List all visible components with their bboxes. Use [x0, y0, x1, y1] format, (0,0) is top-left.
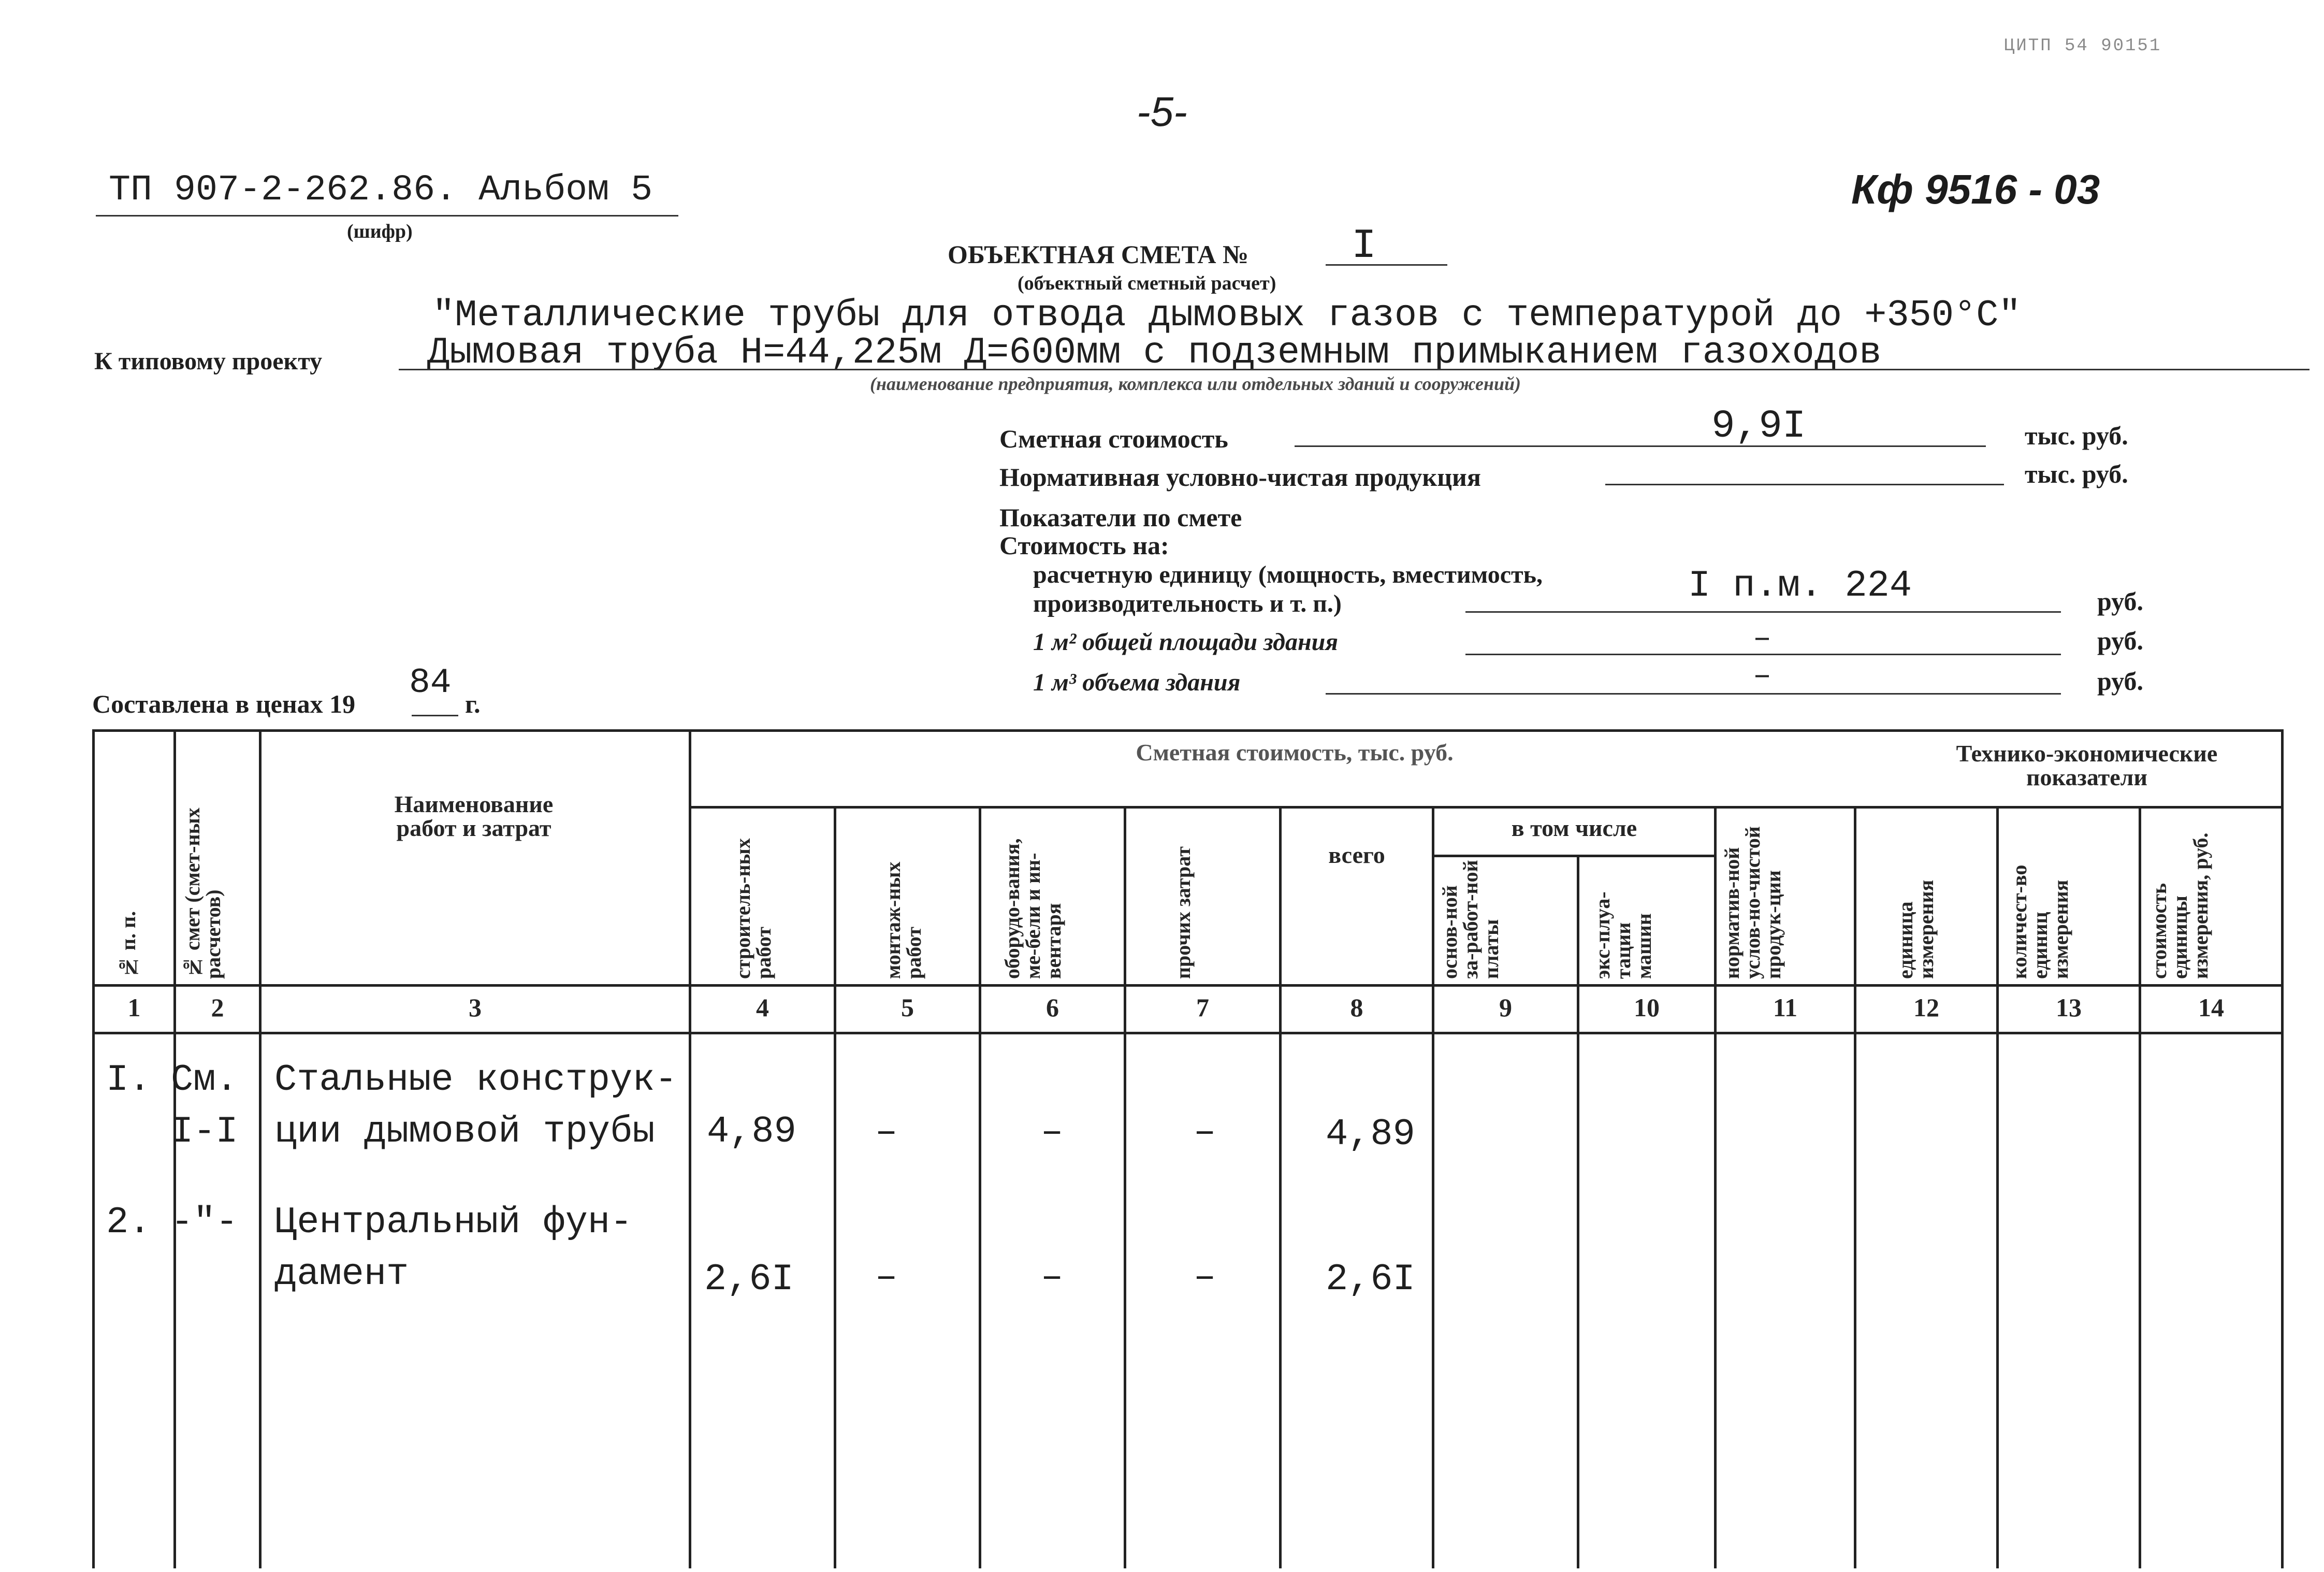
col-number-1: 1	[127, 993, 141, 1022]
col-line-13	[2139, 806, 2141, 1568]
col-number-5: 5	[901, 993, 914, 1022]
smeta-subtitle: (объектный сметный расчет)	[1018, 272, 1276, 294]
col-line-6	[1124, 806, 1126, 1568]
col-header-9: основ-ной за-работ-ной платы	[1438, 860, 1503, 979]
row-equipment-cost: –	[1041, 1256, 1064, 1299]
normative-label: Нормативная условно-чистая продукция	[999, 463, 1481, 492]
row-other-cost: –	[1194, 1256, 1216, 1299]
col-line-3	[689, 729, 691, 1568]
project-label: К типовому проекту	[94, 348, 323, 375]
code-stamp: ЦИТП 54 90151	[2004, 36, 2162, 56]
row-equipment-cost: –	[1041, 1111, 1064, 1153]
prices-year-underline	[412, 715, 458, 716]
col-number-13: 13	[2056, 993, 2082, 1022]
col-number-7: 7	[1196, 993, 1209, 1022]
row-smeta-ref-2: I-I	[171, 1111, 238, 1153]
row-construction-cost: 4,89	[707, 1111, 796, 1153]
col-line-11	[1854, 806, 1856, 1568]
col-number-4: 4	[756, 993, 769, 1022]
volume-line	[1326, 693, 2061, 695]
estimated-cost-label: Сметная стоимость	[999, 424, 1228, 453]
numbers-bottom-line	[92, 1032, 2283, 1034]
volume-value: –	[1753, 659, 1772, 694]
album-code: ТП 907-2-262.86. Альбом 5	[109, 170, 653, 211]
smeta-number-underline	[1326, 264, 1447, 266]
in-total-header: в том числе	[1511, 815, 1637, 841]
prices-label: Составлена в ценах 19	[92, 689, 356, 718]
row-construction-cost: 2,6I	[704, 1258, 794, 1301]
calc-unit-unit: руб.	[2097, 587, 2143, 616]
row-smeta-ref: См.	[171, 1059, 238, 1101]
calc-unit-line	[1465, 611, 2061, 613]
row-mounting-cost: –	[875, 1111, 898, 1153]
project-line-2: Дымовая труба Н=44,225м Д=600мм с подземным примыканием газоходов	[427, 331, 1882, 374]
col-header-2: № смет (смет-ных расчетов)	[181, 807, 225, 979]
col-line-2	[259, 729, 262, 1568]
col-header-7: прочих затрат	[1171, 846, 1195, 979]
col-line-12	[1996, 806, 1999, 1568]
row-other-cost: –	[1194, 1111, 1216, 1153]
in-total-line	[1432, 855, 1714, 857]
group-header-cost: Сметная стоимость, тыс. руб.	[1136, 739, 1454, 766]
subheader-line	[689, 806, 2283, 809]
col-line-10	[1714, 806, 1717, 1568]
col-line-5	[979, 806, 981, 1568]
estimated-cost-line	[1295, 445, 1986, 447]
col-number-8: 8	[1350, 993, 1363, 1022]
col-header-13: количест-во единиц измерения	[2008, 864, 2072, 979]
album-underline	[96, 215, 678, 217]
row-smeta-ref: -"-	[171, 1201, 238, 1244]
col-number-3: 3	[469, 993, 482, 1022]
volume-label: 1 м³ объема здания	[1033, 669, 1241, 696]
smeta-title: ОБЪЕКТНАЯ СМЕТА №	[948, 240, 1249, 269]
row-name-2: ции дымовой трубы	[274, 1111, 655, 1153]
indicators-label: Показатели по смете	[999, 503, 1242, 532]
cipher-caption: (шифр)	[347, 221, 413, 242]
col-line-9	[1577, 855, 1579, 1568]
row-total-cost: 2,6I	[1326, 1258, 1415, 1301]
volume-unit: руб.	[2097, 667, 2143, 696]
estimated-cost-unit: тыс. руб.	[2025, 421, 2128, 450]
area-line	[1465, 654, 2061, 655]
col-number-2: 2	[211, 993, 224, 1022]
cost-for-label: Стоимость на:	[999, 531, 1169, 560]
col-line-4	[834, 806, 836, 1568]
col-number-14: 14	[2198, 993, 2224, 1022]
row-name: Центральный фун-	[274, 1201, 633, 1244]
col-header-14: стоимость единицы измерения, руб.	[2147, 832, 2212, 979]
col-header-4: строитель-ных работ	[731, 838, 775, 979]
col-header-3: Наименование работ и затрат	[394, 791, 554, 841]
header-bottom-line	[92, 984, 2283, 987]
col-line-8	[1432, 806, 1434, 1568]
area-label: 1 м² общей площади здания	[1033, 628, 1339, 656]
col-number-6: 6	[1046, 993, 1059, 1022]
col-number-10: 10	[1634, 993, 1660, 1022]
page-number: -5-	[1137, 89, 1187, 135]
row-number: I.	[106, 1059, 151, 1101]
prices-suffix: г.	[465, 689, 481, 718]
col-header-11: норматив-ной услов-но-чистой продук-ции	[1720, 826, 1785, 979]
col-line-0	[92, 729, 95, 1568]
col-number-9: 9	[1499, 993, 1512, 1022]
group-header-tech: Технико-экономические показатели	[1956, 740, 2218, 790]
row-total-cost: 4,89	[1326, 1113, 1415, 1156]
prices-year: 84	[409, 663, 452, 703]
col-number-12: 12	[1913, 993, 1939, 1022]
row-name-2: дамент	[274, 1253, 409, 1295]
col-header-12: единица измерения	[1894, 879, 1938, 979]
calc-unit-label-2: производительность и т. п.)	[1033, 590, 1342, 617]
estimated-cost-value: 9,9I	[1711, 404, 1806, 449]
table-top-line	[92, 729, 2283, 732]
handwritten-code: Кф 9516 - 03	[1851, 166, 2100, 212]
calc-unit-value: I п.м. 224	[1688, 565, 1912, 607]
col-line-7	[1279, 806, 1282, 1568]
col-header-5: монтаж-ных работ	[881, 861, 925, 979]
col-header-1: № п. п.	[117, 911, 140, 979]
project-caption: (наименование предприятия, комплекса или отдельных зданий и сооружений)	[870, 373, 1521, 394]
col-line-14	[2281, 729, 2284, 1568]
calc-unit-label-1: расчетную единицу (мощность, вместимость,	[1033, 561, 1543, 588]
col-number-11: 11	[1773, 993, 1798, 1022]
smeta-number: I	[1352, 223, 1377, 270]
area-unit: руб.	[2097, 626, 2143, 655]
area-value: –	[1753, 622, 1772, 657]
row-number: 2.	[106, 1201, 151, 1244]
project-line-1: "Металлические трубы для отвода дымовых газов с температурой до +350°С"	[432, 294, 2021, 337]
col-header-8: всего	[1328, 842, 1385, 868]
col-header-10: экс-плуа-тации машин	[1591, 891, 1655, 979]
row-name: Стальные конструк-	[274, 1059, 677, 1101]
project-underline	[399, 369, 2310, 370]
normative-unit: тыс. руб.	[2025, 459, 2128, 488]
row-mounting-cost: –	[875, 1256, 898, 1299]
col-header-6: оборудо-вания, ме-бели и ин-вентаря	[1000, 838, 1065, 979]
normative-line	[1605, 484, 2004, 485]
